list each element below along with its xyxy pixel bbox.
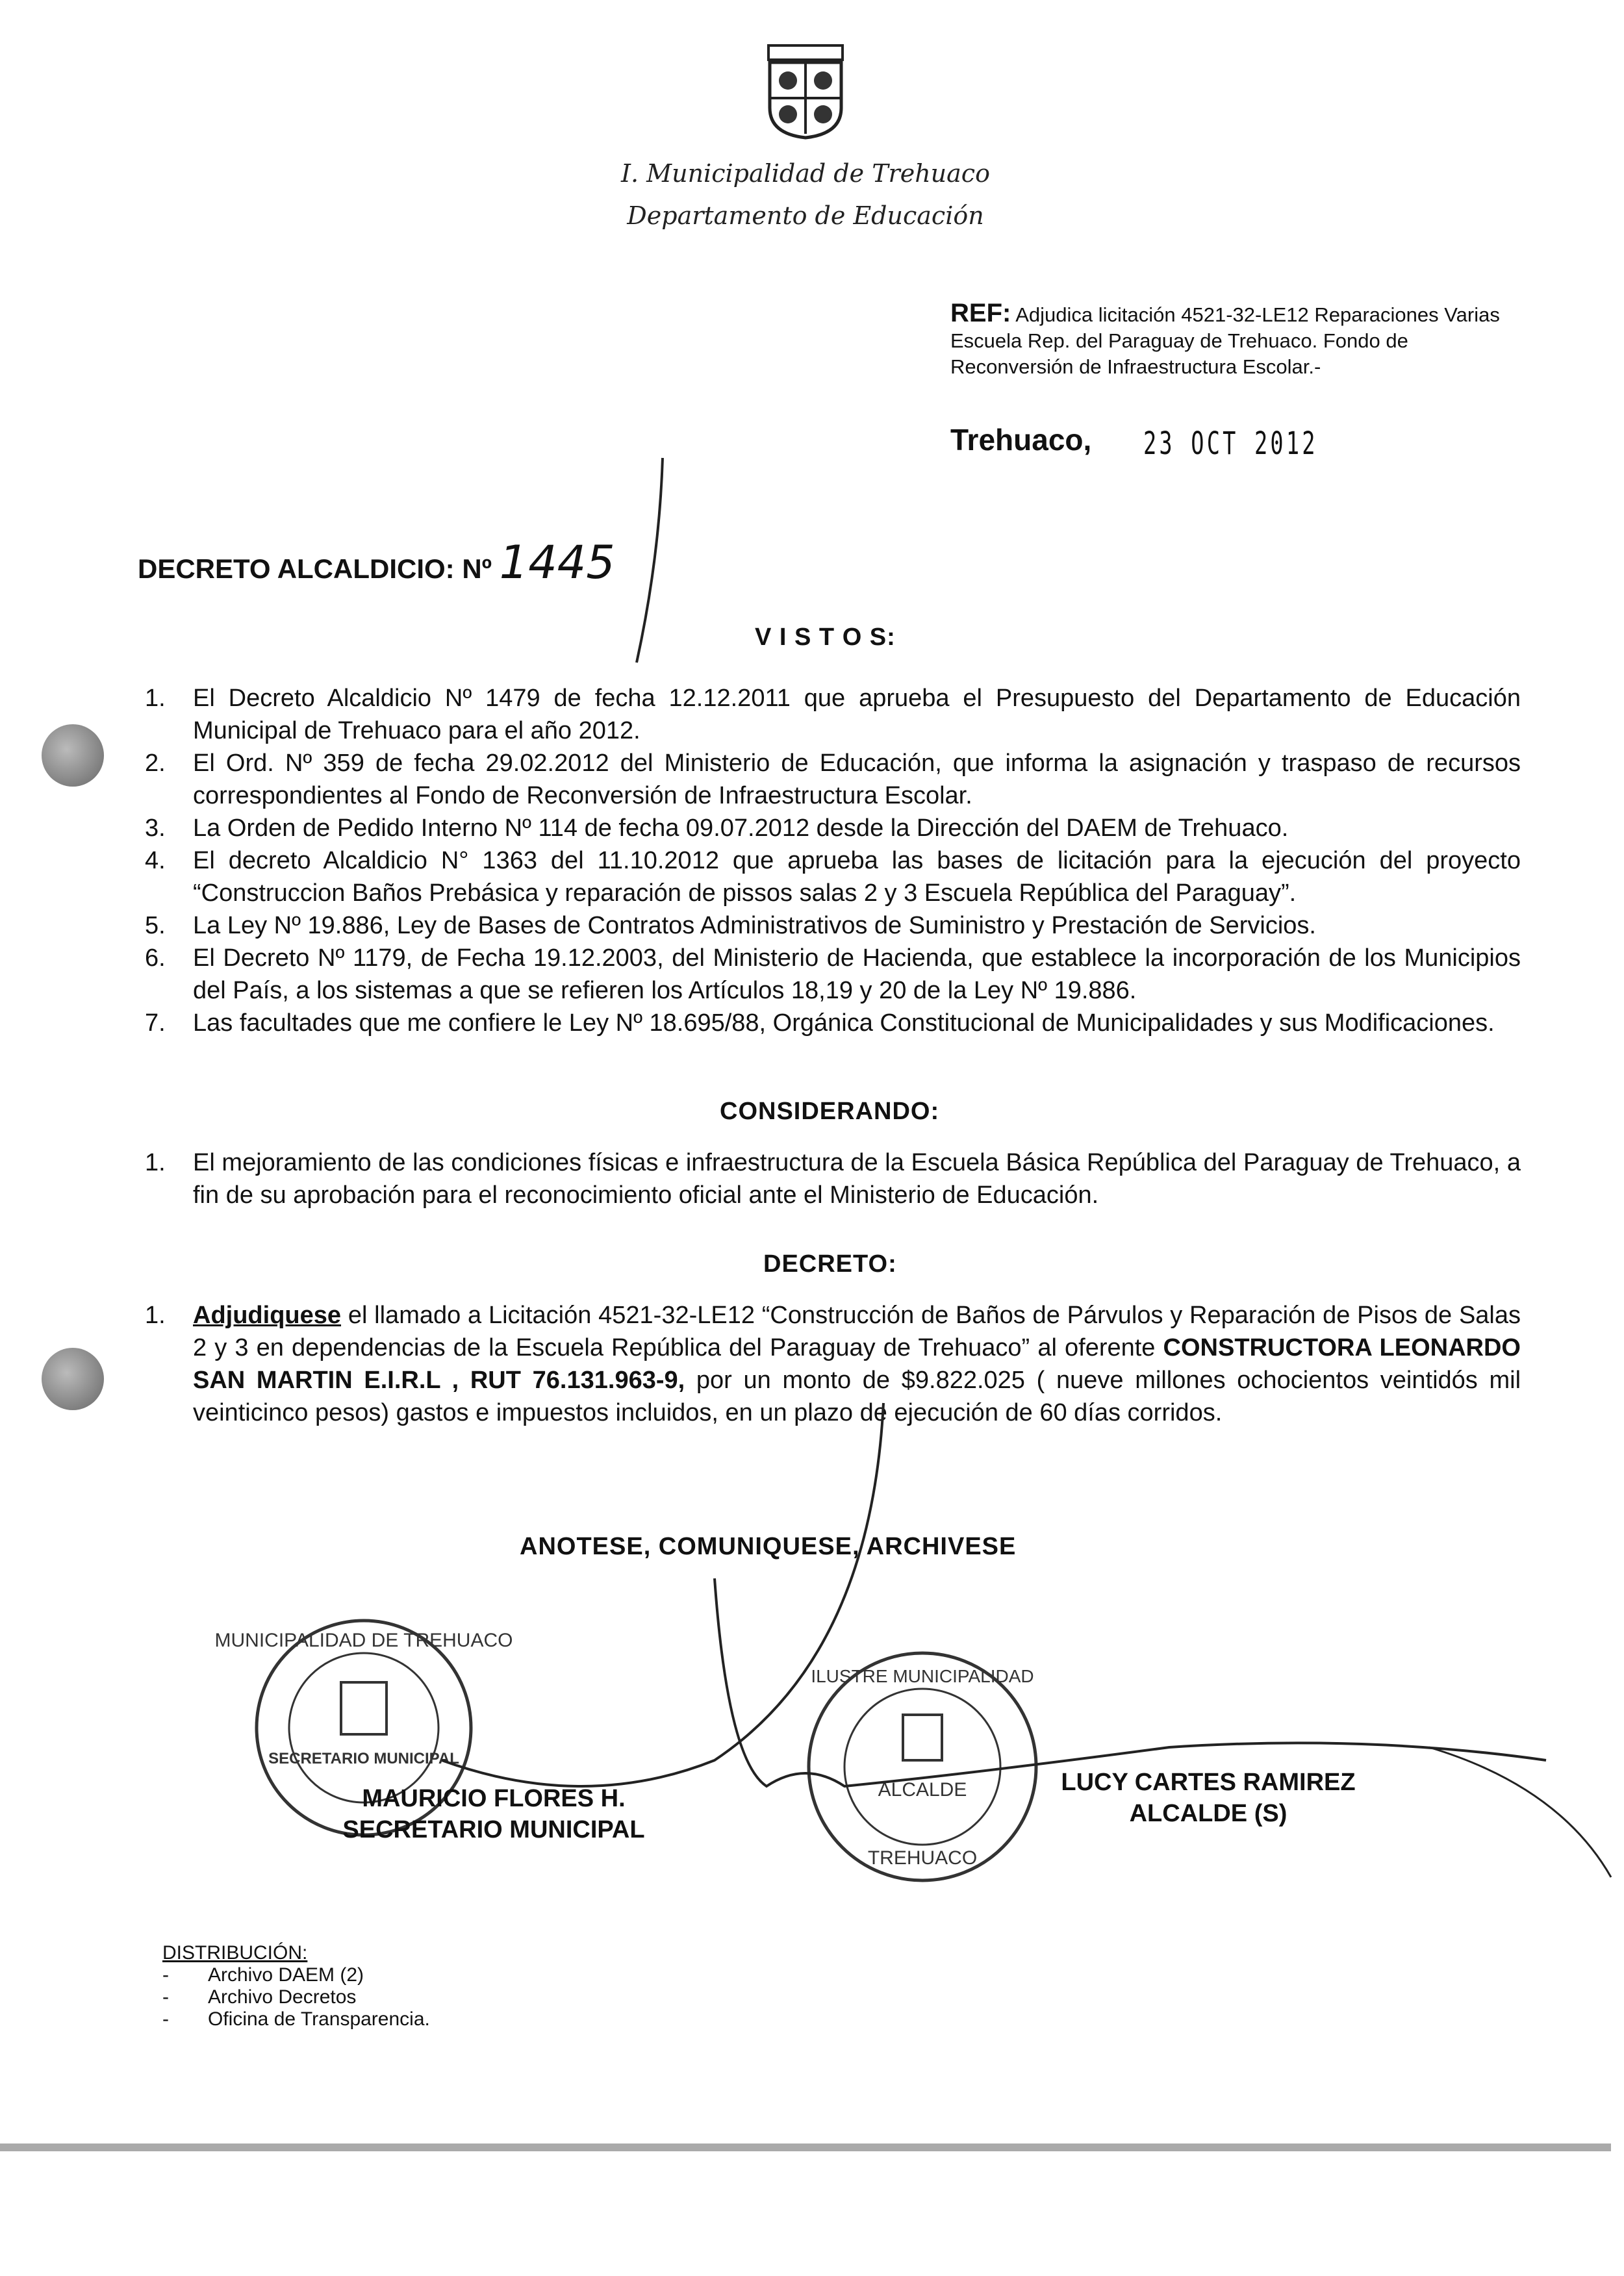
stamp-text: ILUSTRE MUNICIPALIDAD — [811, 1666, 1034, 1686]
decree-label: DECRETO ALCALDICIO: Nº — [138, 553, 492, 584]
item-number: 6. — [145, 944, 166, 972]
contractor: CONSTRUCTORA LEONARDO SAN MARTIN E.I.R.L , RUT 76.131.963-9, — [193, 1334, 1521, 1394]
distribution-item: - Archivo DAEM (2) — [162, 1964, 430, 1986]
item-text: La Ley Nº 19.886, Ley de Bases de Contratos Administrativos de Suministro y Prestación de Servicios. — [193, 912, 1316, 939]
adjudiquese-lead: Adjudiquese — [193, 1302, 342, 1329]
municipal-crest-logo — [763, 43, 848, 139]
signer-role: ALCALDE (S) — [1129, 1800, 1288, 1827]
stamp-text: SECRETARIO MUNICIPAL — [268, 1750, 459, 1767]
item-text: El Decreto Alcaldicio Nº 1479 de fecha 12.12.2011 que aprueba el Presupuesto del Departamento de Educación Municipal de Trehuaco para el año 2012. — [193, 685, 1521, 744]
item-number: 4. — [145, 847, 166, 874]
item-text: El Ord. Nº 359 de fecha 29.02.2012 del Ministerio de Educación, que informa la asignación y traspaso de recursos correspondientes al Fondo de Reconversión de Infraestructura Escolar. — [193, 750, 1521, 809]
distribution-title: DISTRIBUCIÓN: — [162, 1942, 308, 1964]
closing-formula: ANOTESE, COMUNIQUESE, ARCHIVESE — [520, 1533, 1017, 1560]
item-number: 2. — [145, 750, 166, 777]
list-item — [145, 942, 1521, 1007]
header-department: Departamento de Educación — [627, 201, 984, 230]
signer-name: MAURICIO FLORES H. — [362, 1785, 626, 1812]
signer-name: LUCY CARTES RAMIREZ — [1061, 1769, 1356, 1796]
item-text: La Orden de Pedido Interno Nº 114 de fecha 09.07.2012 desde la Dirección del DAEM de Trehuaco. — [193, 815, 1289, 842]
item-text-part: el llamado a Licitación 4521-32-LE12 “Construcción de Baños de Párvulos y Reparación de Pisos de Salas 2 y 3 en dependencias de la Escuela República del Paraguay de Trehuaco” al oferente — [193, 1302, 1521, 1361]
reference — [950, 300, 1535, 380]
item-text: El Decreto Nº 1179, de Fecha 19.12.2003, del Ministerio de Hacienda, que establece la incorporación de los Municipios del País, a los sistemas a que se refieren los Artículos 18,19 y 20 de la Ley Nº 19.886. — [193, 944, 1521, 1004]
header-municipality: I. Municipalidad de Trehuaco — [621, 159, 990, 188]
item-number: 5. — [145, 912, 166, 939]
stamp-text: ALCALDE — [878, 1779, 967, 1801]
stamp-text: MUNICIPALIDAD DE TREHUACO — [214, 1630, 513, 1651]
place: Trehuaco, — [950, 423, 1092, 457]
distribution-item: - Archivo Decretos — [162, 1986, 430, 2008]
item-number: 3. — [145, 815, 166, 842]
vistos-title: V I S T O S: — [755, 624, 896, 651]
item-number: 1. — [145, 1302, 166, 1329]
date-stamp: 23 OCT 2012 — [1143, 425, 1318, 462]
item-text: El decreto Alcaldicio N° 1363 del 11.10.2012 que aprueba las bases de licitación para la ejecución del proyecto “Construccion Baños Prebásica y reparación de pissos salas 2 y 3 Escuela República del Paraguay”. — [193, 847, 1521, 907]
scan-edge — [0, 2143, 1611, 2151]
ref-label: REF: — [950, 299, 1011, 327]
decree-handwritten-number: 1445 — [499, 536, 615, 589]
list-item — [145, 812, 1521, 844]
vistos-list — [145, 682, 1521, 1039]
list-item — [145, 1146, 1521, 1211]
list-item — [145, 844, 1521, 909]
item-number: 7. — [145, 1009, 166, 1037]
item-number: 1. — [145, 685, 166, 712]
decree-number — [138, 536, 615, 589]
item-text: El mejoramiento de las condiciones físicas e infraestructura de la Escuela Básica República del Paraguay de Trehuaco, a fin de su aprobación para el reconocimiento oficial ante el Ministerio de Educación. — [193, 1149, 1521, 1209]
distribution-item: - Oficina de Transparencia. — [162, 2008, 430, 2030]
handwritten-stroke — [624, 455, 676, 669]
punch-hole — [42, 724, 104, 787]
list-item — [145, 1007, 1521, 1039]
distribution — [162, 1942, 430, 2030]
considerando-title: CONSIDERANDO: — [720, 1098, 940, 1125]
signer-role: SECRETARIO MUNICIPAL — [342, 1816, 645, 1843]
signature-secretary — [312, 1783, 676, 1845]
list-item — [145, 909, 1521, 942]
item-text-part: por un monto de $9.822.025 ( nueve millones ochocientos veintidós mil veinticinco pesos) gastos e impuestos incluidos, en un plazo de ejecución de 60 días corridos. — [193, 1367, 1521, 1426]
decreto-title: DECRETO: — [763, 1250, 897, 1278]
considerando-list — [145, 1146, 1521, 1211]
list-item — [145, 747, 1521, 812]
item-number: 1. — [145, 1149, 166, 1176]
punch-hole — [42, 1348, 104, 1410]
item-text: Las facultades que me confiere le Ley Nº 18.695/88, Orgánica Constitucional de Municipalidades y sus Modificaciones. — [193, 1009, 1495, 1037]
stamp-text: TREHUACO — [867, 1847, 978, 1869]
list-item — [145, 682, 1521, 747]
signature-mayor — [1039, 1767, 1377, 1829]
ref-text: Adjudica licitación 4521-32-LE12 Reparaciones Varias Escuela Rep. del Paraguay de Trehuaco. Fondo de Reconversión de Infraestructura Escolar.- — [950, 303, 1500, 378]
